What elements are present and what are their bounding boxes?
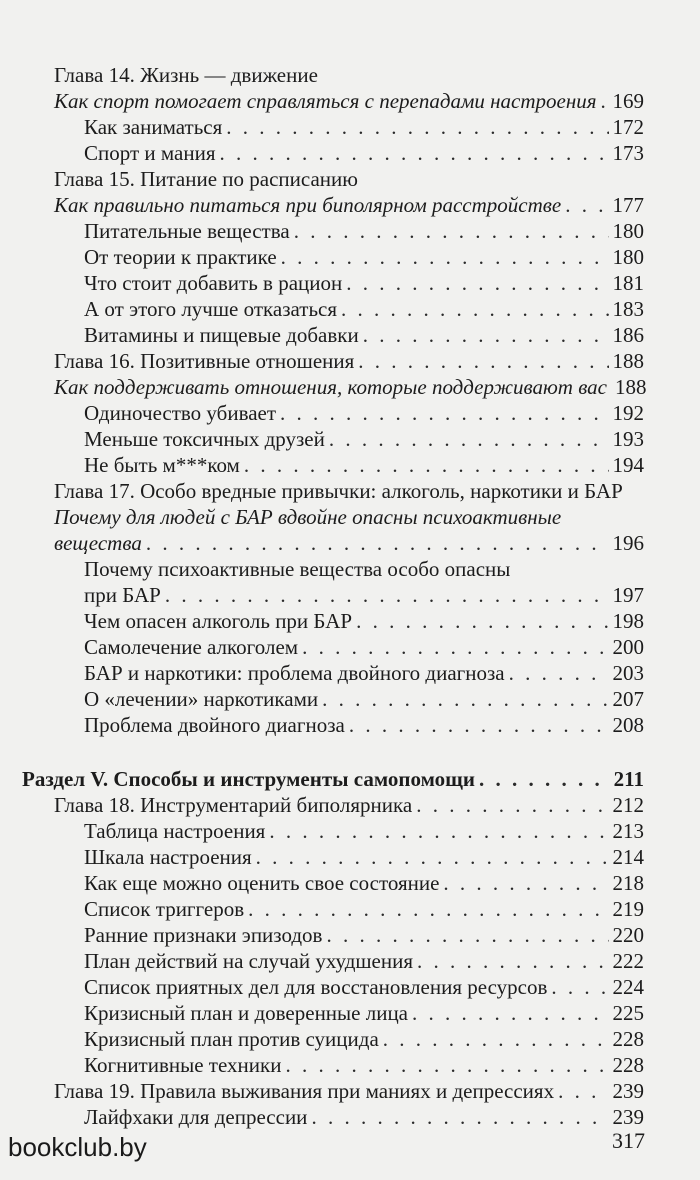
leader-dots — [558, 1078, 608, 1104]
toc-entry-text: Как заниматься — [84, 115, 223, 139]
toc-entry — [84, 296, 644, 322]
leader-dots — [346, 270, 608, 296]
toc-entry-text: Чем опасен алкоголь при БАР — [84, 609, 353, 633]
leader-dots — [256, 844, 609, 870]
toc-entry-text: А от этого лучше отказаться — [84, 297, 338, 321]
toc-page-number: 183 — [612, 297, 644, 321]
toc-page-number: 228 — [612, 1027, 644, 1051]
chapter-16-title — [54, 348, 644, 374]
page-number: 317 — [612, 1128, 645, 1153]
toc-entry — [84, 608, 644, 634]
toc-entry — [84, 1052, 644, 1078]
toc-entry-text: БАР и наркотики: проблема двойного диагноза — [84, 661, 505, 685]
toc-entry — [54, 530, 644, 556]
toc-page-number: 200 — [612, 635, 644, 659]
toc-entry — [54, 374, 647, 400]
toc-entry-text: Как правильно питаться при биполярном расстройстве — [54, 193, 562, 217]
toc-entry-text: Когнитивные техники — [84, 1053, 282, 1077]
toc-page-number: 213 — [612, 819, 644, 843]
leader-dots — [349, 712, 609, 738]
chapter-19-title — [54, 1078, 644, 1104]
toc-page-number: 224 — [612, 975, 644, 999]
toc-entry-text: Питательные вещества — [84, 219, 290, 243]
chapter-17-title: Глава 17. Особо вредные привычки: алкоголь, наркотики и БАР — [54, 479, 623, 503]
toc-entry-text: Шкала настроения — [84, 845, 252, 869]
toc-entry — [84, 1026, 644, 1052]
toc-page-number: 196 — [612, 531, 644, 555]
toc-entry-text: Список триггеров — [84, 897, 245, 921]
leader-dots — [509, 660, 609, 686]
toc-entry-text: Глава 18. Инструментарий биполярника — [54, 793, 413, 817]
toc-entry — [84, 870, 644, 896]
toc-entry — [84, 400, 644, 426]
toc-entry — [84, 712, 644, 738]
toc-page-number: 197 — [612, 583, 644, 607]
toc-entry — [84, 686, 644, 712]
toc-page-number: 222 — [612, 949, 644, 973]
toc-page-number: 225 — [612, 1001, 644, 1025]
toc-entry — [84, 426, 644, 452]
leader-dots — [383, 1026, 609, 1052]
toc-page-number: 186 — [612, 323, 644, 347]
toc-page-number: 169 — [612, 89, 644, 113]
toc-page-number: 239 — [612, 1105, 644, 1129]
toc-entry-text: Как поддерживать отношения, которые поддерживают вас — [54, 375, 607, 399]
toc-entry-text: Меньше токсичных друзей — [84, 427, 325, 451]
toc-page-number: 172 — [612, 115, 644, 139]
toc-entry — [84, 974, 644, 1000]
toc-page-number: 193 — [612, 427, 644, 451]
toc-entry — [84, 818, 644, 844]
toc-entry — [84, 948, 644, 974]
leader-dots — [322, 686, 608, 712]
toc-entry — [54, 88, 644, 114]
leader-dots — [417, 948, 608, 974]
toc-page-number: 180 — [612, 219, 644, 243]
toc-page-number: 207 — [612, 687, 644, 711]
toc-page-number: 208 — [612, 713, 644, 737]
toc-entry-text: Витамины и пищевые добавки — [84, 323, 359, 347]
leader-dots — [358, 348, 608, 374]
toc-page-number: 180 — [612, 245, 644, 269]
toc-entry-text: Раздел V. Способы и инструменты самопомощи — [22, 767, 475, 791]
toc-entry — [54, 192, 644, 218]
toc-entry-text: Как спорт помогает справляться с перепадами настроения — [54, 89, 597, 113]
toc-entry-text: Самолечение алкоголем — [84, 635, 299, 659]
toc-page-number: 198 — [612, 609, 644, 633]
toc-page-number: 219 — [612, 897, 644, 921]
toc-entry-text: Почему психоактивные вещества особо опасны — [84, 557, 511, 581]
toc-entry-text: Кризисный план против суицида — [84, 1027, 379, 1051]
toc-entry-text: Кризисный план и доверенные лица — [84, 1001, 409, 1025]
leader-dots — [244, 452, 609, 478]
toc-entry-text: Список приятных дел для восстановления ресурсов — [84, 975, 548, 999]
toc-entry-text: Почему для людей с БАР вдвойне опасны психоактивные — [54, 505, 562, 529]
leader-dots — [326, 922, 608, 948]
toc-page-number: 239 — [612, 1079, 644, 1103]
section-5-title — [22, 766, 644, 792]
toc-page-number: 218 — [612, 871, 644, 895]
toc-entry — [84, 1104, 644, 1130]
toc-entry-text: Лайфхаки для депрессии — [84, 1105, 308, 1129]
leader-dots — [341, 296, 608, 322]
toc-page-number: 214 — [612, 845, 644, 869]
toc-page-number: 228 — [612, 1053, 644, 1077]
toc-entry-text: Не быть м***ком — [84, 453, 240, 477]
toc-page-number: 203 — [612, 661, 644, 685]
leader-dots — [226, 114, 608, 140]
leader-dots — [565, 192, 608, 218]
toc-entry — [84, 452, 644, 478]
toc-entry — [84, 322, 644, 348]
toc-entry — [84, 634, 644, 660]
toc-entry-text: Что стоит добавить в рацион — [84, 271, 343, 295]
toc-page-number: 192 — [612, 401, 644, 425]
toc-entry-text: План действий на случай ухудшения — [84, 949, 414, 973]
toc-entry-text: Одиночество убивает — [84, 401, 277, 425]
leader-dots — [280, 400, 608, 426]
leader-dots — [146, 530, 609, 556]
leader-dots — [551, 974, 608, 1000]
toc-entry-text: Глава 19. Правила выживания при маниях и депрессиях — [54, 1079, 555, 1103]
leader-dots — [443, 870, 608, 896]
leader-dots — [281, 244, 609, 270]
toc-entry — [84, 582, 644, 608]
leader-dots — [329, 426, 609, 452]
toc-page-number: 194 — [612, 453, 644, 477]
toc-entry — [84, 270, 644, 296]
toc-page-number: 220 — [612, 923, 644, 947]
toc-page-number: 181 — [612, 271, 644, 295]
chapter-14-title: Глава 14. Жизнь — движение — [54, 63, 318, 87]
toc-entry-text: Проблема двойного диагноза — [84, 713, 345, 737]
leader-dots — [269, 818, 608, 844]
toc-entry — [84, 844, 644, 870]
leader-dots — [601, 88, 609, 114]
toc-entry-text: вещества — [54, 531, 142, 555]
leader-dots — [294, 218, 609, 244]
toc-entry-text: Как еще можно оценить свое состояние — [84, 871, 440, 895]
toc-entry — [84, 922, 644, 948]
toc-entry — [84, 140, 644, 166]
toc-entry-text: Ранние признаки эпизодов — [84, 923, 323, 947]
toc-entry-text: От теории к практике — [84, 245, 277, 269]
toc-entry — [84, 1000, 644, 1026]
toc-entry-text: Глава 16. Позитивные отношения — [54, 349, 355, 373]
leader-dots — [248, 896, 608, 922]
toc-entry — [84, 114, 644, 140]
leader-dots — [220, 140, 609, 166]
leader-dots — [302, 634, 608, 660]
watermark: bookclub.by — [8, 1132, 147, 1162]
chapter-15-title: Глава 15. Питание по расписанию — [54, 167, 358, 191]
toc-entry-text: Таблица настроения — [84, 819, 266, 843]
leader-dots — [285, 1052, 608, 1078]
toc-entry — [84, 218, 644, 244]
leader-dots — [356, 608, 608, 634]
leader-dots — [479, 766, 610, 792]
leader-dots — [311, 1104, 608, 1130]
toc-entry — [84, 244, 644, 270]
toc-page-number: 188 — [612, 349, 644, 373]
leader-dots — [412, 1000, 608, 1026]
toc-page-number: 173 — [612, 141, 644, 165]
toc-page-number: 212 — [612, 793, 644, 817]
leader-dots — [165, 582, 609, 608]
toc-page-number: 177 — [612, 193, 644, 217]
toc-entry-text: при БАР — [84, 583, 161, 607]
toc-entry — [84, 896, 644, 922]
leader-dots — [363, 322, 609, 348]
toc-entry — [84, 660, 644, 686]
chapter-18-title — [54, 792, 644, 818]
toc-entry-text: Спорт и мания — [84, 141, 216, 165]
toc-entry-text: О «лечении» наркотиками — [84, 687, 319, 711]
leader-dots — [416, 792, 608, 818]
toc-page-number: 211 — [613, 767, 644, 791]
toc-page-number: 188 — [614, 375, 647, 399]
